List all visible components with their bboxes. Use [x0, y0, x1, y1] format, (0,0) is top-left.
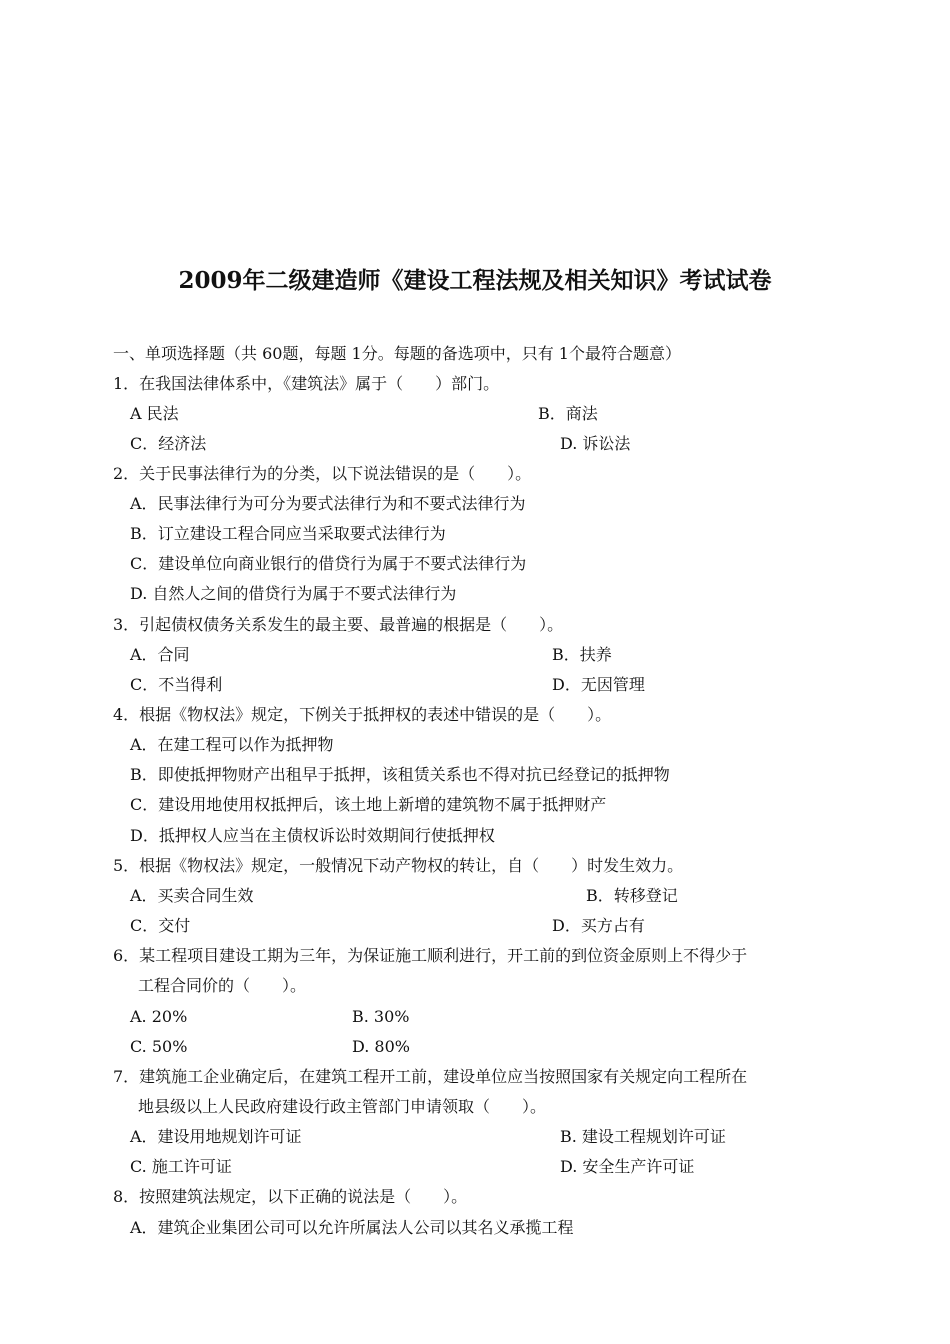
q3-option-d: D．无因管理 [552, 675, 645, 694]
q5-option-b: B．转移登记 [586, 886, 678, 905]
q2-option-c: C．建设单位向商业银行的借贷行为属于不要式法律行为 [130, 554, 527, 573]
q1-option-a: A 民法 [130, 404, 179, 423]
q3-option-b: B．扶养 [552, 645, 612, 664]
q7-option-b: B. 建设工程规划许可证 [560, 1127, 726, 1146]
page-title: 2009年二级建造师《建设工程法规及相关知识》考试试卷 [178, 267, 772, 294]
q1-option-c: C．经济法 [130, 434, 207, 453]
q6-option-c: C. 50% [130, 1037, 188, 1056]
question-8-stem: 8．按照建筑法规定，以下正确的说法是（ ）。 [113, 1187, 468, 1206]
q1-option-b: B．商法 [538, 404, 598, 423]
question-7-stem-cont: 地县级以上人民政府建设行政主管部门申请领取（ ）。 [138, 1097, 547, 1116]
q7-option-a: A．建设用地规划许可证 [130, 1127, 302, 1146]
q6-option-d: D. 80% [352, 1037, 410, 1056]
q5-option-c: C．交付 [130, 916, 191, 935]
q7-option-c: C. 施工许可证 [130, 1157, 232, 1176]
section-heading: 一、单项选择题（共 60题，每题 1分。每题的备选项中，只有 1个最符合题意） [113, 344, 681, 363]
question-3-stem: 3．引起债权债务关系发生的最主要、最普遍的根据是（ ）。 [113, 615, 564, 634]
question-6-stem-cont: 工程合同价的（ ）。 [138, 976, 307, 995]
question-4-stem: 4．根据《物权法》规定，下例关于抵押权的表述中错误的是（ ）。 [113, 705, 612, 724]
q2-option-d: D. 自然人之间的借贷行为属于不要式法律行为 [130, 584, 457, 603]
question-6-stem: 6．某工程项目建设工期为三年，为保证施工顺利进行，开工前的到位资金原则上不得少于 [113, 946, 748, 965]
q7-option-d: D. 安全生产许可证 [560, 1157, 695, 1176]
q4-option-b: B．即使抵押物财产出租早于抵押，该租赁关系也不得对抗已经登记的抵押物 [130, 765, 670, 784]
q1-option-d: D. 诉讼法 [560, 434, 631, 453]
q4-option-c: C．建设用地使用权抵押后，该土地上新增的建筑物不属于抵押财产 [130, 795, 607, 814]
question-2-stem: 2．关于民事法律行为的分类，以下说法错误的是（ ）。 [113, 464, 532, 483]
q6-option-b: B. 30% [352, 1007, 410, 1026]
q3-option-a: A．合同 [130, 645, 190, 664]
question-5-stem: 5．根据《物权法》规定，一般情况下动产物权的转让，自（ ）时发生效力。 [113, 856, 684, 875]
q8-option-a: A．建筑企业集团公司可以允许所属法人公司以其名义承揽工程 [130, 1218, 574, 1237]
q4-option-a: A．在建工程可以作为抵押物 [130, 735, 334, 754]
q5-option-d: D．买方占有 [552, 916, 645, 935]
q4-option-d: D．抵押权人应当在主债权诉讼时效期间行使抵押权 [130, 826, 495, 845]
question-7-stem: 7．建筑施工企业确定后，在建筑工程开工前，建设单位应当按照国家有关规定向工程所在 [113, 1067, 748, 1086]
q6-option-a: A. 20% [130, 1007, 188, 1026]
question-1-stem: 1．在我国法律体系中，《建筑法》属于（ ）部门。 [113, 374, 500, 393]
q3-option-c: C．不当得利 [130, 675, 223, 694]
q5-option-a: A．买卖合同生效 [130, 886, 254, 905]
q2-option-b: B．订立建设工程合同应当采取要式法律行为 [130, 524, 446, 543]
q2-option-a: A．民事法律行为可分为要式法律行为和不要式法律行为 [130, 494, 526, 513]
